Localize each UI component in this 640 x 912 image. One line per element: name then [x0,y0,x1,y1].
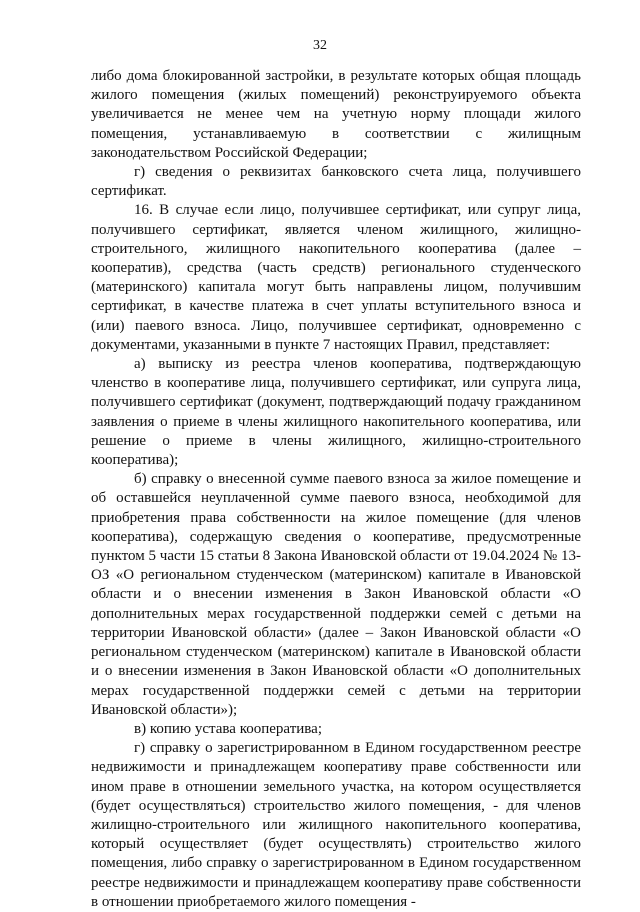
paragraph-item-g-bank-details: г) сведения о реквизитах банковского счета лица, получившего сертификат. [91,164,581,200]
document-body [91,67,581,912]
paragraph-item-v-charter-copy: в) копию устава кооператива; [134,720,322,737]
paragraph-item-b-share-contribution: б) справку о внесенной сумме паевого взноса за жилое помещение и об оставшейся неуплаченной сумме паевого взноса, необходимой для приобретения права собственности на жилое помещение (для членов кооператива), содержащую сведения о кооперативе, предусмотренные пунктом 5 части 15 статьи 8 Закона Ивановской области от 19.04.2024 № 13-ОЗ «О региональном студенческом (материнском) капитале в Ивановской области и о внесении изменения в Закон Ивановской области «О дополнительных мерах государственной поддержки семей с детьми на территории Ивановской области» (далее – Закон Ивановской области «О региональном студенческом (материнском) капитале в Ивановской области и о внесении изменения в Закон Ивановской области «О дополнительных мерах государственной поддержки семей с детьми на территории Ивановской области»); [91,471,581,718]
paragraph-clause-16: 16. В случае если лицо, получившее сертификат, или супруг лица, получившего сертификат, является членом жилищного, жилищно-строительного, жилищного накопительного кооператива (далее – кооператив), средства (часть средств) регионального студенческого (материнского) капитала могут быть направлены лицом, получившим сертификат, в качестве платежа в счет уплаты вступительного взноса и (или) паевого взноса. Лицо, получившее сертификат, одновременно с документами, указанными в пункте 7 настоящих Правил, представляет: [91,202,581,353]
paragraph-item-g-land-certificate: г) справку о зарегистрированном в Едином государственном реестре недвижимости и принадлежащем кооперативу праве собственности или ином праве в отношении земельного участка, на котором осуществляется (будет осуществляться) строительство жилого помещения, - для членов жилищно-строительного или жилищного накопительного кооператива, который осуществляет (будет осуществлять) строительство жилого помещения, либо справку о зарегистрированном в Едином государственном реестре недвижимости и принадлежащем кооперативу праве собственности в отношении приобретаемого жилого помещения - [91,740,581,910]
paragraph-item-a-registry-extract: а) выписку из реестра членов кооператива, подтверждающую членство в кооперативе лица, получившего сертификат, или супруга лица, получившего сертификат (документ, подтверждающий подачу гражданином заявления о приеме в члены жилищного накопительного кооператива, или решение о приеме в члены жилищного, жилищно-строительного кооператива); [91,356,581,469]
page-number: 32 [313,38,327,53]
paragraph-continuation: либо дома блокированной застройки, в результате которых общая площадь жилого помещения (жилых помещений) реконструируемого объекта увеличивается не менее чем на учетную норму площади жилого помещения, устанавливаемую в соответствии с жилищным законодательством Российской Федерации; [91,68,581,161]
